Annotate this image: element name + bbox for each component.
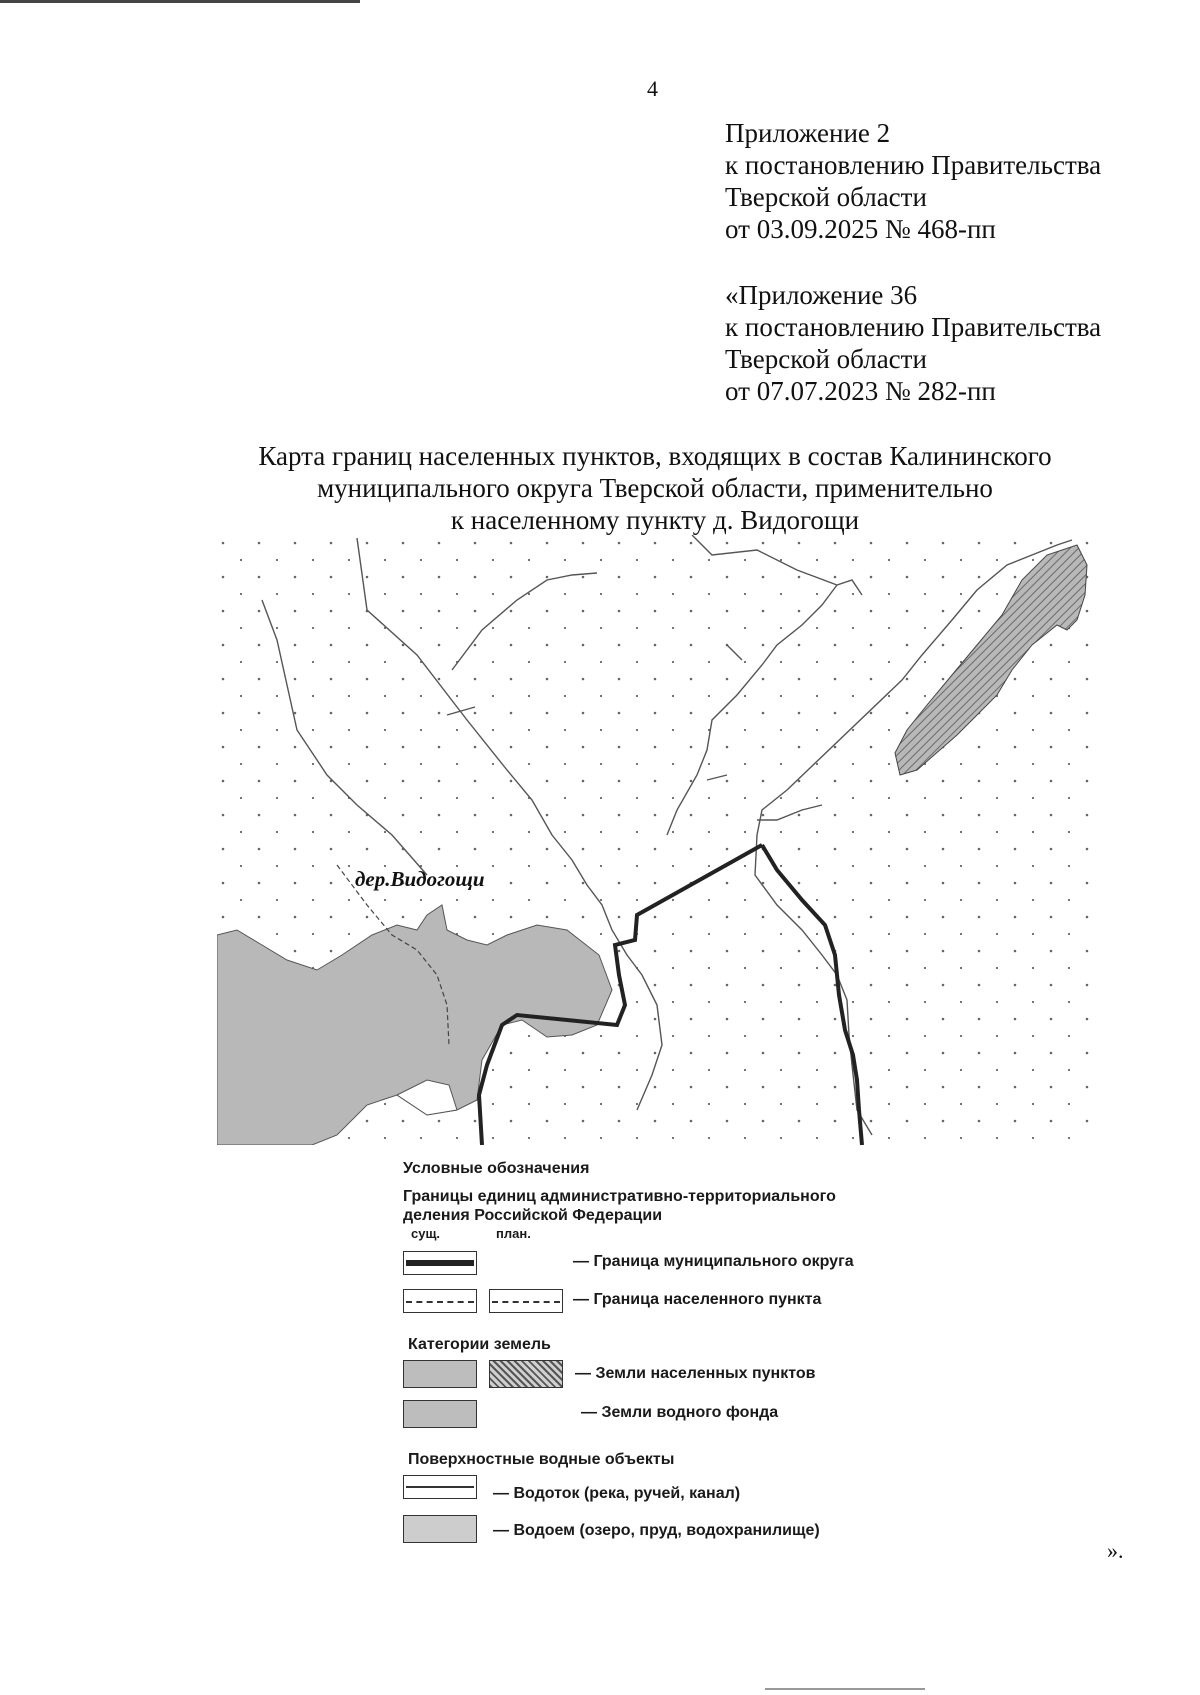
scan-edge-rule-bottom: [765, 1688, 925, 1690]
page-number: 4: [647, 76, 658, 101]
settlement-boundary-planned-swatch: [489, 1289, 563, 1313]
original-appendix-header: [725, 279, 1101, 407]
legend-heading: Условные обозначения: [403, 1160, 590, 1177]
appendix-line: «Приложение 36: [725, 280, 918, 310]
legend-municipal-boundary: — Граница муниципального округа: [573, 1253, 854, 1270]
settlement-label: дер.Видогощи: [355, 867, 485, 891]
legend-col-existing: сущ.: [411, 1226, 441, 1241]
legend-watercourse: — Водоток (река, ручей, канал): [493, 1485, 741, 1502]
document-title: [0, 440, 1200, 536]
appendix-line: к постановлению Правительства: [725, 150, 1102, 180]
water-body-swatch: [403, 1515, 477, 1543]
legend-admin-heading-2: деления Российской Федерации: [403, 1207, 663, 1224]
appendix-line: к постановлению Правительства: [725, 312, 1102, 342]
appendix-line: Тверской области: [725, 182, 927, 212]
title-line: муниципального округа Тверской области, применительно: [317, 473, 993, 503]
municipal-boundary-swatch: [403, 1251, 477, 1275]
legend-settlement-lands: — Земли населенных пунктов: [575, 1365, 816, 1382]
watercourse-swatch: [403, 1475, 477, 1499]
appendix-line: от 07.07.2023 № 282-пп: [725, 376, 996, 406]
appendix-line: от 03.09.2025 № 468-пп: [725, 214, 996, 244]
settlement-lands-planned-swatch: [489, 1360, 563, 1388]
closing-quote: ».: [1107, 1538, 1124, 1563]
legend-water-body: — Водоем (озеро, пруд, водохранилище): [493, 1522, 820, 1539]
appendix-header: [725, 117, 1101, 245]
settlement-lands-existing-swatch: [403, 1360, 477, 1388]
legend-water-fund-lands: — Земли водного фонда: [581, 1404, 779, 1421]
legend-settlement-boundary: — Граница населенного пункта: [573, 1291, 822, 1308]
legend-col-planned: план.: [496, 1226, 531, 1241]
legend-water-heading: Поверхностные водные объекты: [408, 1451, 675, 1468]
title-line: к населенному пункту д. Видогощи: [450, 505, 860, 535]
water-fund-lands-swatch: [403, 1400, 477, 1428]
legend-land-heading: Категории земель: [408, 1336, 551, 1353]
appendix-line: Тверской области: [725, 344, 927, 374]
boundary-map: [217, 535, 1102, 1145]
settlement-boundary-existing-swatch: [403, 1289, 477, 1313]
appendix-line: Приложение 2: [725, 118, 891, 148]
scan-edge-rule: [0, 0, 360, 3]
title-line: Карта границ населенных пунктов, входящих в состав Калининского: [258, 441, 1052, 471]
legend-admin-heading: Границы единиц административно-территориального: [403, 1188, 836, 1205]
